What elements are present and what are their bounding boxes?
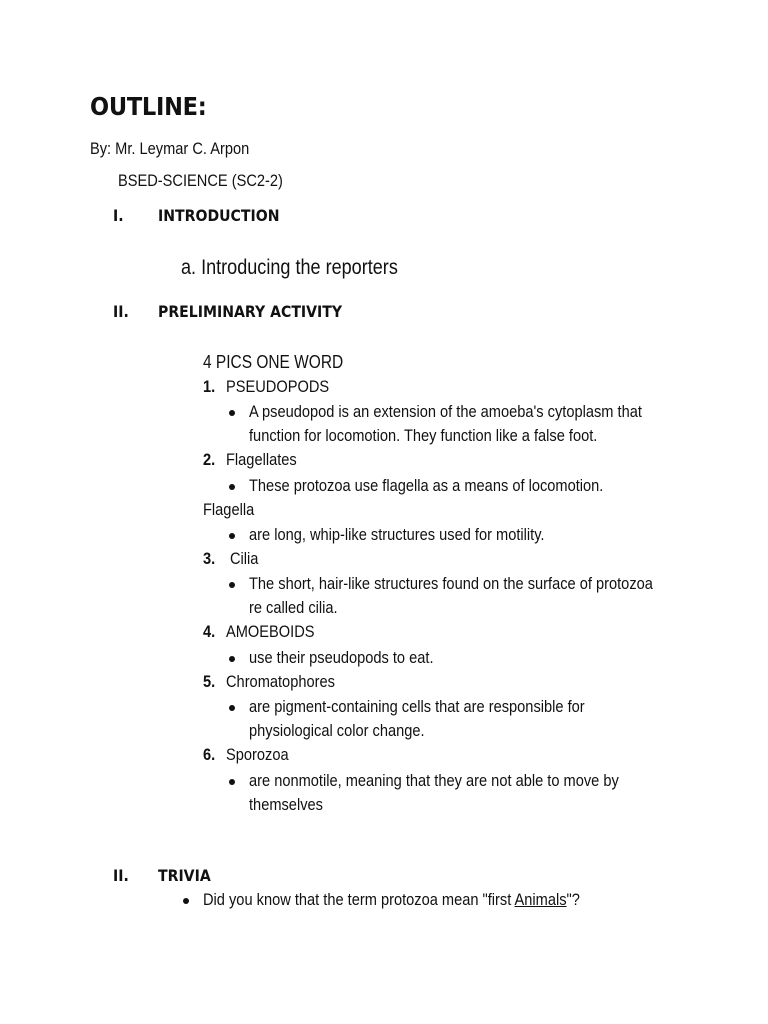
item-label: Sporozoa	[226, 745, 289, 764]
item-number: 4.	[203, 622, 216, 641]
bullet-icon	[229, 779, 235, 785]
item-bullet-text-cont: physiological color change.	[249, 721, 425, 740]
bullet-icon	[229, 656, 235, 662]
item-bullet-text: use their pseudopods to eat.	[249, 648, 434, 667]
item-number: 2.	[203, 450, 216, 469]
item-label: PSEUDOPODS	[226, 377, 330, 396]
item-bullet-text-cont: re called cilia.	[249, 598, 338, 617]
item-bullet-text: are nonmotile, meaning that they are not able to move by	[249, 771, 619, 790]
item-number: 5.	[203, 672, 216, 691]
item-number: 1.	[203, 377, 216, 396]
item-label: Cilia	[230, 549, 259, 568]
item-label: Flagella	[203, 500, 255, 519]
item-bullet-text: are long, whip-like structures used for motility.	[249, 525, 545, 544]
section-numeral-2: II.	[113, 302, 129, 321]
trivia-question	[203, 890, 580, 910]
bullet-icon	[183, 898, 189, 904]
section-numeral-3: II.	[113, 866, 129, 885]
item-number: 3.	[203, 549, 216, 568]
bullet-icon	[229, 705, 235, 711]
item-label: AMOEBOIDS	[226, 622, 315, 641]
item-label: Chromatophores	[226, 672, 335, 691]
section-numeral-1: I.	[113, 206, 124, 225]
intro-item: a. Introducing the reporters	[181, 256, 398, 279]
bullet-icon	[229, 484, 235, 490]
item-bullet-text: A pseudopod is an extension of the amoeba's cytoplasm that	[249, 402, 642, 421]
section-heading-introduction: INTRODUCTION	[158, 206, 280, 225]
item-bullet-text: The short, hair-like structures found on the surface of protozoa	[249, 574, 653, 593]
course-line: BSED-SCIENCE (SC2-2)	[118, 171, 283, 190]
trivia-underlined-word: Animals	[514, 890, 567, 909]
item-bullet-text: These protozoa use flagella as a means of locomotion.	[249, 476, 604, 495]
item-number: 6.	[203, 745, 216, 764]
item-label: Flagellates	[226, 450, 297, 469]
document-title: OUTLINE:	[90, 92, 207, 121]
item-bullet-text-cont: function for locomotion. They function like a false foot.	[249, 426, 598, 445]
author-line: By: Mr. Leymar C. Arpon	[90, 139, 250, 158]
bullet-icon	[229, 582, 235, 588]
section-heading-preliminary-activity: PRELIMINARY ACTIVITY	[158, 302, 343, 321]
bullet-icon	[229, 410, 235, 416]
trivia-text-before: Did you know that the term protozoa mean "first	[203, 890, 515, 909]
bullet-icon	[229, 533, 235, 539]
trivia-text-after: "?	[566, 890, 580, 909]
section-heading-trivia: TRIVIA	[158, 866, 211, 885]
activity-subheading: 4 PICS ONE WORD	[203, 352, 344, 372]
item-bullet-text: are pigment-containing cells that are responsible for	[249, 697, 585, 716]
item-bullet-text-cont: themselves	[249, 795, 323, 814]
